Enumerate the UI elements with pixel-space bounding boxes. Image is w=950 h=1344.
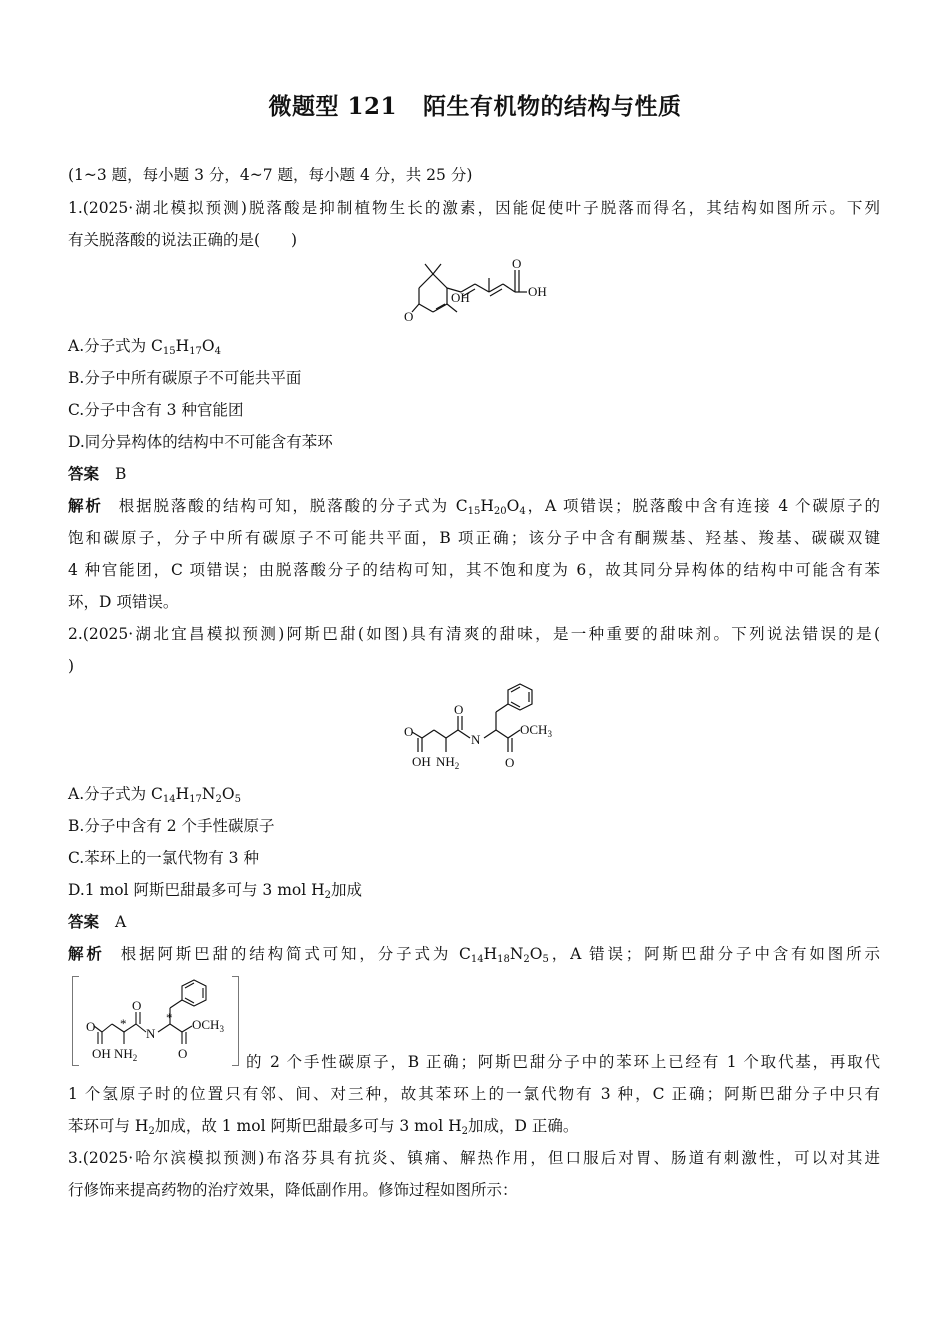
q2-option-b: B.分子中含有 2 个手性碳原子 xyxy=(68,817,275,835)
acid-oh-label: OH xyxy=(92,1046,111,1061)
amino-label: $NH_2$ xyxy=(436,754,460,771)
amide-o-label: O xyxy=(454,702,464,717)
ester-label: $OCH_3$ xyxy=(520,722,552,739)
ester-o-label: O xyxy=(505,755,515,770)
ester-o-label: O xyxy=(178,1046,188,1061)
q2-analysis-line1: 解析 根据阿斯巴甜的结构简式可知，分子式为 $C_{14}H_{18}N_2O_5$，A 错误；阿斯巴甜分子中含有如图所示 xyxy=(68,944,880,965)
q1-option-c: C.分子中含有 3 种官能团 xyxy=(68,401,244,419)
q2-analysis-line3: 1 个氢原子时的位置只有邻、间、对三种，故其苯环上的一氯代物有 3 种，C 正确；阿斯巴甜分子中只有 xyxy=(68,1085,880,1103)
q1-analysis-line3: 4 种官能团，C 项错误；由脱落酸分子的结构可知，其不饱和度为 6，故其同分异构体的结构中可能含有苯 xyxy=(68,561,880,579)
acid-oh-label: OH xyxy=(412,754,431,769)
q3-stem-line1: 3.(2025·哈尔滨模拟预测)布洛芬具有抗炎、镇痛、解热作用，但口服后对胃、肠道有刺激性，可以对其进 xyxy=(68,1149,880,1167)
q1-option-a: A.分子式为 $C_{15}H_{17}O_4$ xyxy=(68,337,222,357)
q2-option-d: D.1 mol 阿斯巴甜最多可与 3 mol $H_2$加成 xyxy=(68,881,363,901)
q1-analysis-line1: 解析 根据脱落酸的结构可知，脱落酸的分子式为 $C_{15}H_{20}O_4$，A 项错误；脱落酸中含有连接 4 个碳原子的 xyxy=(68,496,880,517)
q1-stem-line1: 1.(2025·湖北模拟预测)脱落酸是抑制植物生长的激素，因能促使叶子脱落而得名，其结构如图所示。下列 xyxy=(68,199,880,217)
chiral-star-2: * xyxy=(166,1010,173,1025)
q2-option-c: C.苯环上的一氯代物有 3 种 xyxy=(68,849,259,867)
acid-o-label: O xyxy=(512,256,522,271)
amide-n-label: N xyxy=(471,732,481,747)
acid-o-label: O xyxy=(404,724,414,739)
hydroxyl-label: OH xyxy=(451,290,470,305)
abscisic-acid-structure xyxy=(395,252,565,328)
acid-oh-label: OH xyxy=(528,284,547,299)
amide-n-label: N xyxy=(146,1026,156,1041)
title-text: 陌生有机物的结构与性质 xyxy=(423,93,682,120)
q2-option-a: A.分子式为 $C_{14}H_{17}N_2O_5$ xyxy=(68,785,241,805)
q2-stem-line2: ) xyxy=(68,657,75,675)
q2-stem-line1: 2.(2025·湖北宜昌模拟预测)阿斯巴甜(如图)具有清爽的甜味，是一种重要的甜味剂。下列说法错误的是( xyxy=(68,625,880,643)
q3-stem-line2: 行修饰来提高药物的治疗效果，降低副作用。修饰过程如图所示： xyxy=(68,1181,518,1199)
title-number: 微题型 121 xyxy=(268,93,398,120)
q2-analysis-line4: 苯环可与 $H_2$加成，故 1 mol 阿斯巴甜最多可与 3 mol $H_2$加成，D 正确。 xyxy=(68,1117,579,1137)
left-bracket xyxy=(72,976,79,1066)
score-note: (1~3 题，每小题 3 分，4~7 题，每小题 4 分，共 25 分) xyxy=(68,166,473,184)
page-title xyxy=(0,88,950,121)
q1-stem-line2: 有关脱落酸的说法正确的是( ) xyxy=(68,231,298,249)
q2-answer: 答案 A xyxy=(68,912,127,931)
acid-o-label: O xyxy=(86,1019,96,1034)
amino-label: $NH_2$ xyxy=(114,1046,138,1063)
chiral-star-1: * xyxy=(120,1016,127,1031)
aspartame-chiral-structure xyxy=(82,976,234,1066)
ester-label: $OCH_3$ xyxy=(192,1017,224,1034)
aspartame-structure xyxy=(398,678,560,774)
q1-analysis-line2: 饱和碳原子，分子中所有碳原子不可能共平面，B 项正确；该分子中含有酮羰基、羟基、羧基、碳碳双键 xyxy=(68,529,880,547)
q1-answer: 答案 B xyxy=(68,464,127,483)
q1-analysis-line4: 环，D 项错误。 xyxy=(68,593,179,611)
q1-option-d: D.同分异构体的结构中不可能含有苯环 xyxy=(68,433,333,451)
amide-o-label: O xyxy=(132,998,142,1013)
q1-option-b: B.分子中所有碳原子不可能共平面 xyxy=(68,369,302,387)
ketone-o-label: O xyxy=(404,309,414,324)
q2-analysis-line2: 的 2 个手性碳原子，B 正确；阿斯巴甜分子中的苯环上已经有 1 个取代基，再取代 xyxy=(246,1053,880,1071)
